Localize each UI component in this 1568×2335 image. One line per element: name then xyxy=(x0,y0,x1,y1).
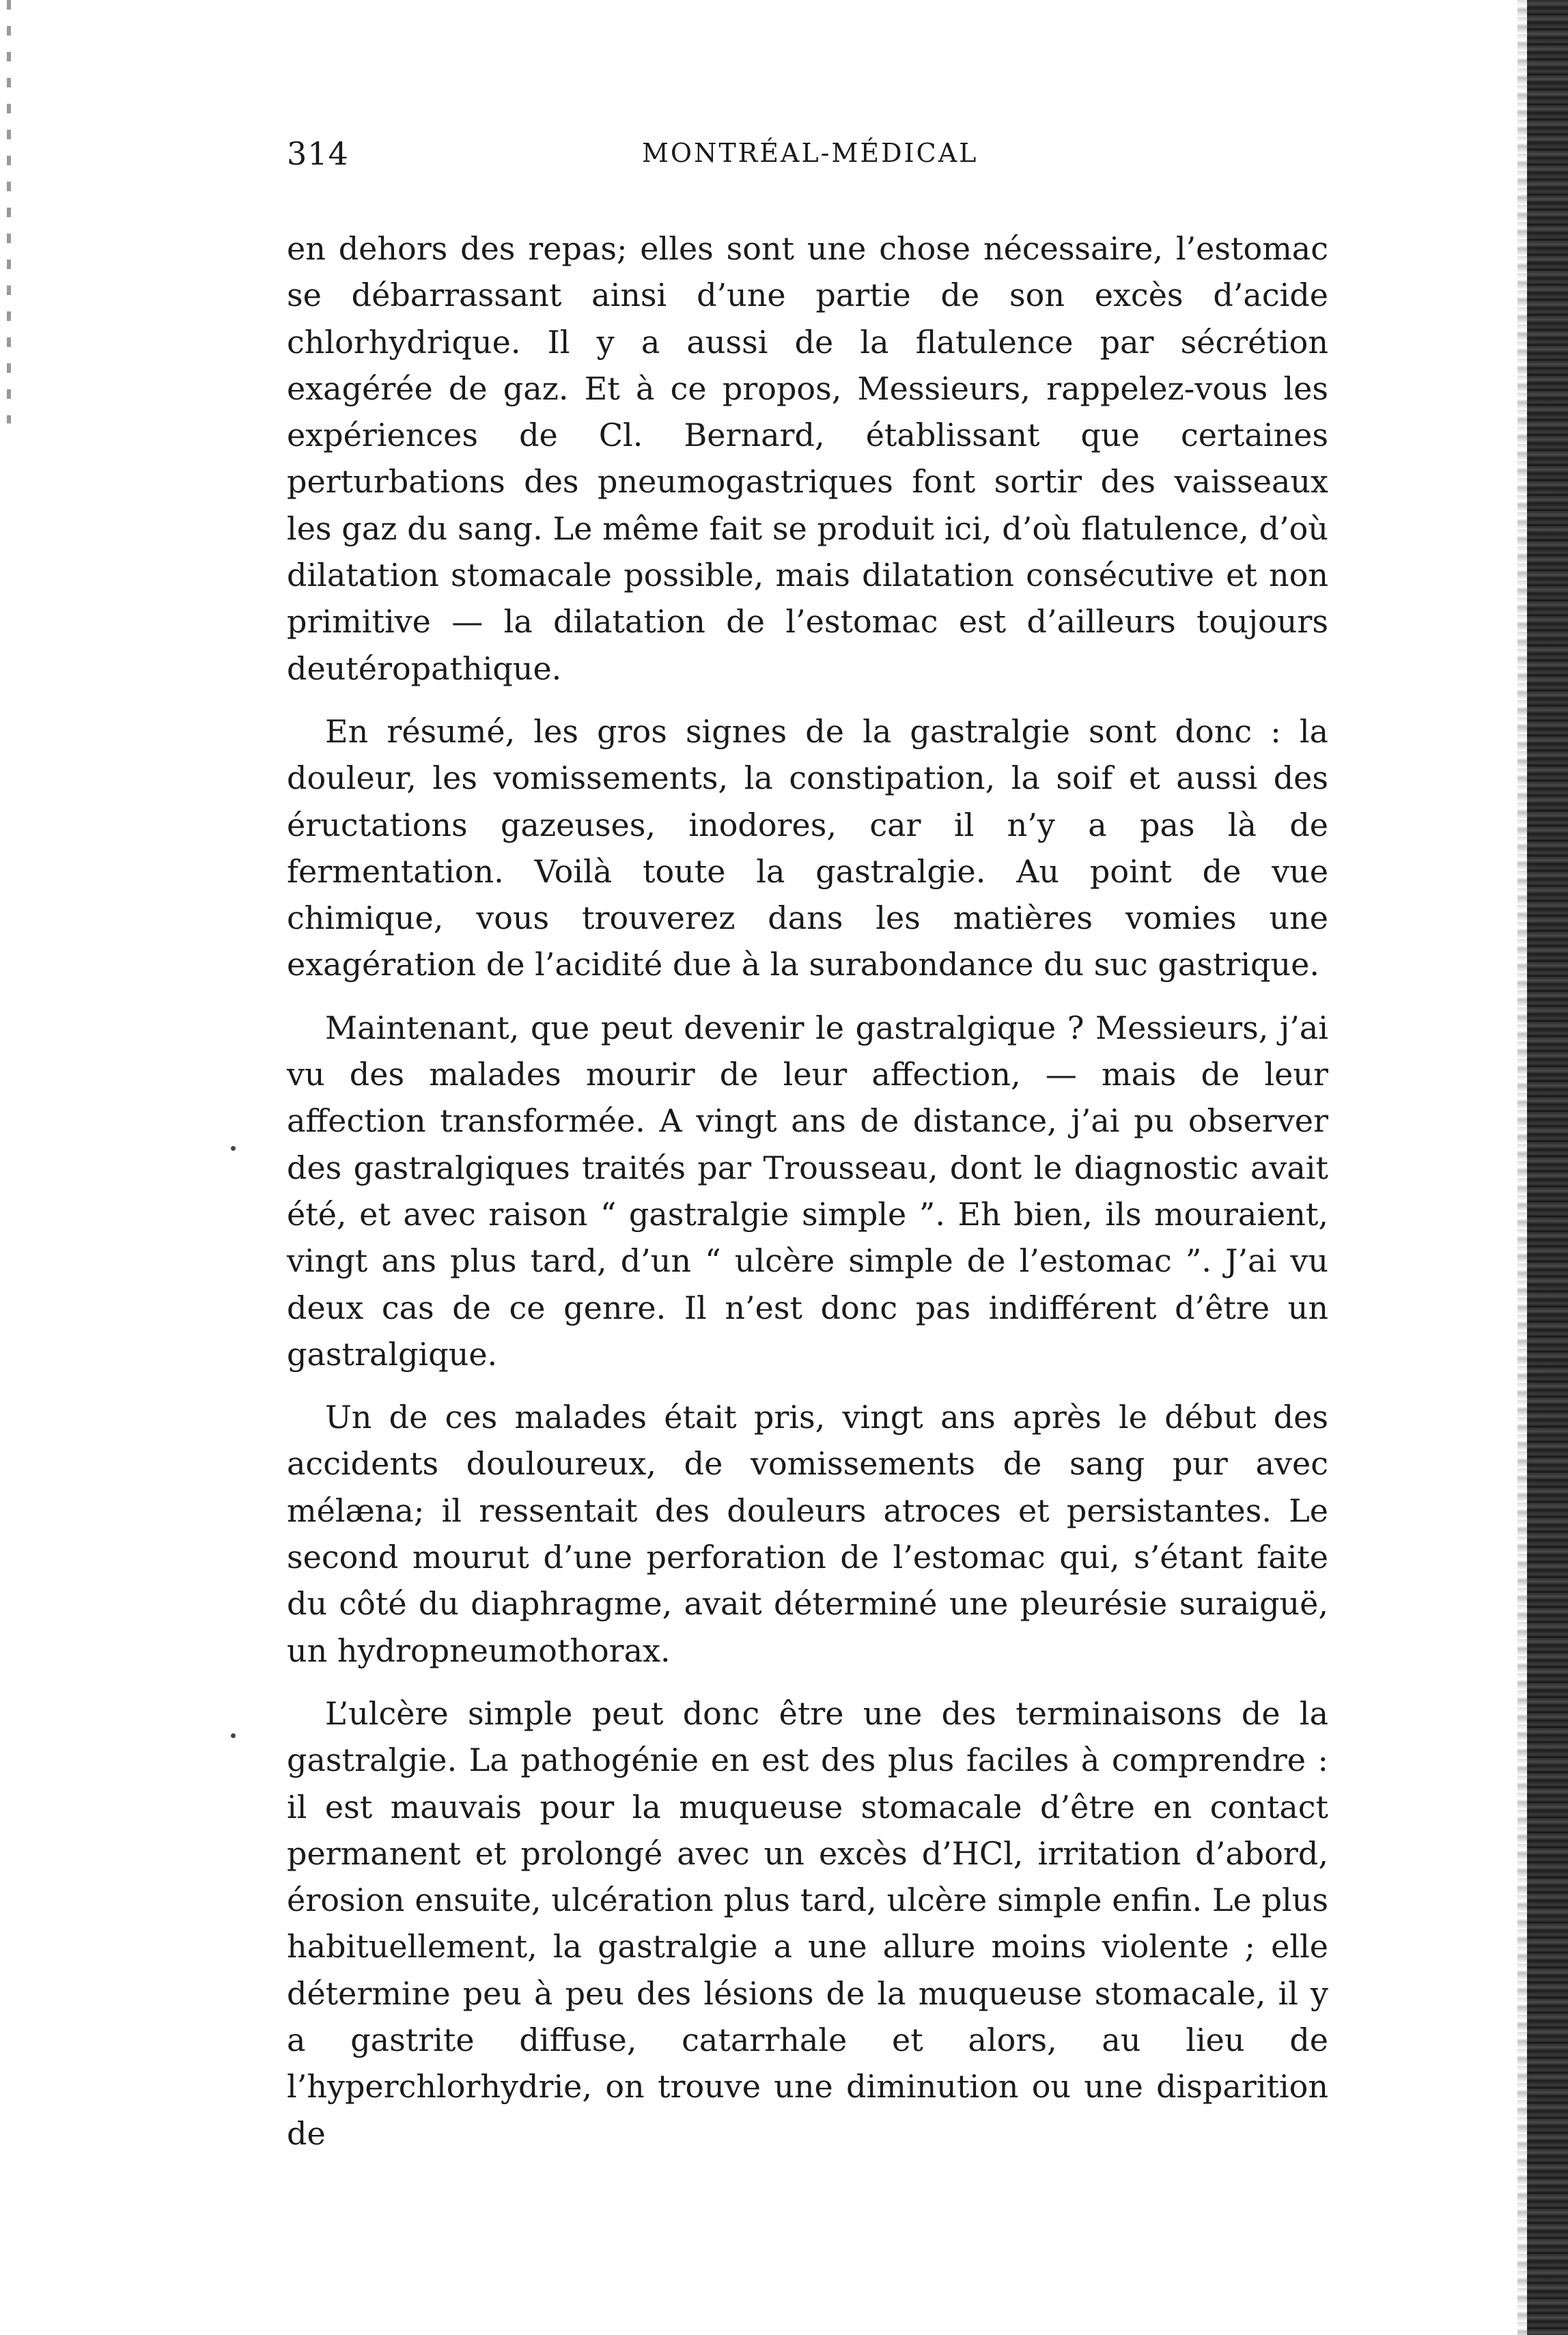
left-edge-binding-marks xyxy=(7,0,11,423)
paragraph-4: Un de ces malades était pris, vingt ans après le début des accidents douloureux, de vomissements de sang pur avec mélæna; il ressentait des douleurs atroces et persistantes. Le second mourut d’une perforation de l’estomac qui, s’étant faite du côté du diaphragme, avait déterminé une pleurésie suraiguë, un hydropneumothorax. xyxy=(287,1399,1328,1669)
paragraph-2: En résumé, les gros signes de la gastralgie sont donc : la douleur, les vomissements, la constipation, la soif et aussi des éructations gazeuses, inodores, car il n’y a pas là de fermentation. Voilà toute la gastralgie. Au point de vue chimique, vous trouverez dans les matières vomies une exagération de l’acidité due à la surabondance du suc gastrique. xyxy=(287,712,1328,983)
paragraph-1: en dehors des repas; elles sont une chose nécessaire, l’estomac se débarrassant ainsi d’une partie de son excès d’acide chlorhydrique. Il y a aussi de la flatulence par sécrétion exagérée de gaz. Et à ce propos, Messieurs, rappelez-vous les expériences de Cl. Bernard, établissant que certaines perturbations des pneumogastriques font sortir des vaisseaux les gaz du sang. Le même fait se produit ici, d’où flatulence, d’où dilatation stomacale possible, mais dilatation consécutive et non primitive — la dilatation de l’estomac est d’ailleurs toujours deutéropathique. xyxy=(287,230,1328,687)
page-number: 314 xyxy=(287,135,349,172)
journal-title: MONTRÉAL-MÉDICAL xyxy=(642,138,979,168)
running-head xyxy=(287,135,1325,176)
paragraph-3: Maintenant, que peut devenir le gastralgique ? Messieurs, j’ai vu des malades mourir de leur affection, — mais de leur affection transformée. A vingt ans de distance, j’ai pu observer des gastralgiques traités par Trousseau, dont le diagnostic avait été, et avec raison “ gastralgie simple ”. Eh bien, ils mouraient, vingt ans plus tard, d’un “ ulcère simple de l’estomac ”. J’ai vu deux cas de ce genre. Il n’est donc pas indifférent d’être un gastralgique. xyxy=(287,1009,1328,1373)
margin-speck xyxy=(231,1733,236,1738)
body-text xyxy=(287,225,1328,2173)
paragraph-5: L’ulcère simple peut donc être une des terminaisons de la gastralgie. La pathogénie en est des plus faciles à comprendre : il est mauvais pour la muqueuse stomacale d’être en contact permanent et prolongé avec un excès d’HCl, irritation d’abord, érosion ensuite, ulcération plus tard, ulcère simple enfin. Le plus habituellement, la gastralgie a une allure moins violente ; elle détermine peu à peu des lésions de la muqueuse stomacale, il y a gastrite diffuse, catarrhale et alors, au lieu de l’hyperchlorhydrie, on trouve une diminution ou une disparition de xyxy=(287,1694,1328,2152)
margin-speck xyxy=(231,1146,236,1151)
page-edge-binding xyxy=(1527,0,1568,2335)
page-edge-shadow xyxy=(1517,0,1527,2335)
